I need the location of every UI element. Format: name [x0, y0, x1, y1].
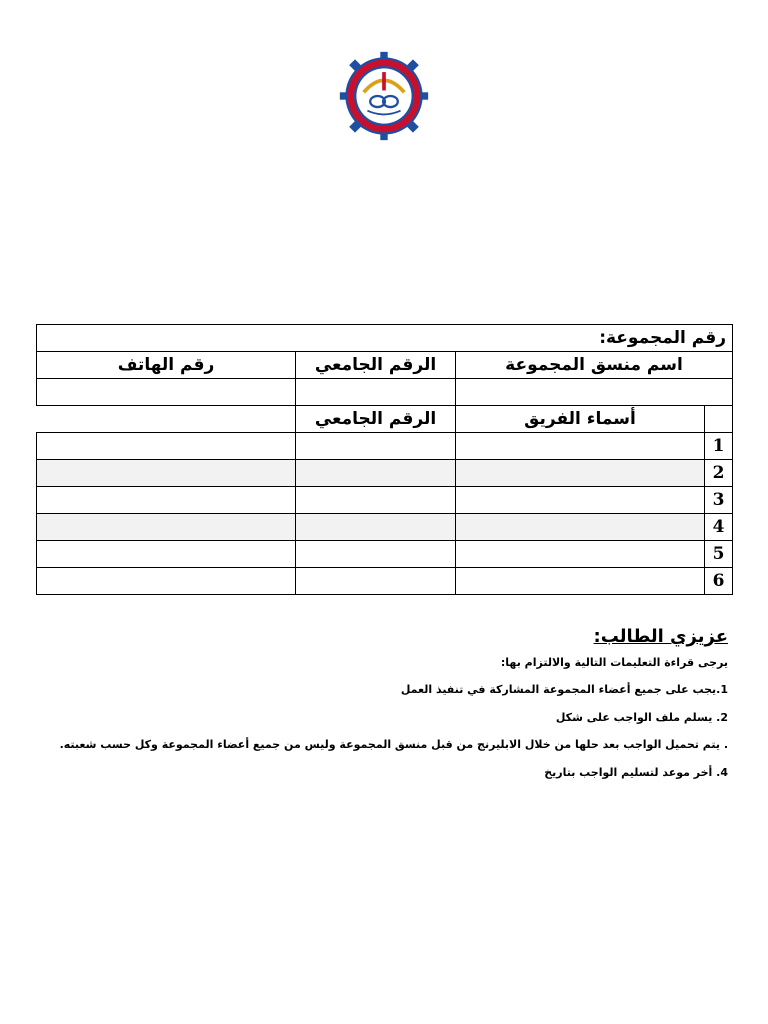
- team-row-number: 1: [705, 433, 733, 460]
- team-row-empty: [37, 514, 296, 541]
- coordinator-header-row: [37, 352, 733, 379]
- team-number-header: [705, 406, 733, 433]
- phone-header: رقم الهاتف: [37, 352, 296, 379]
- team-row: [37, 514, 733, 541]
- university-logo: [338, 50, 430, 142]
- team-row-empty: [37, 487, 296, 514]
- coordinator-input-row: [37, 379, 733, 406]
- team-member-id-cell[interactable]: [296, 541, 456, 568]
- group-number-label[interactable]: رقم المجموعة:: [37, 325, 733, 352]
- team-member-id-cell[interactable]: [296, 514, 456, 541]
- team-row: [37, 487, 733, 514]
- team-names-header: أسماء الفريق: [456, 406, 705, 433]
- team-member-name-cell[interactable]: [456, 568, 705, 595]
- team-row: [37, 433, 733, 460]
- coordinator-university-id-cell[interactable]: [296, 379, 456, 406]
- instruction-item: 1.يجب على جميع أعضاء المجموعة المشاركة في تنفيذ العمل: [400, 683, 728, 696]
- team-row-number: 2: [705, 460, 733, 487]
- coordinator-phone-cell[interactable]: [37, 379, 296, 406]
- team-member-id-cell[interactable]: [296, 433, 456, 460]
- coordinator-university-id-header: الرقم الجامعي: [296, 352, 456, 379]
- instruction-item: . يتم تحميل الواجب بعد حلها من خلال الابليرنج من قبل منسق المجموعة وليس من جميع أعضاء المجموعة وكل حسب شعبته.: [59, 738, 728, 751]
- team-row: [37, 541, 733, 568]
- coordinator-name-cell[interactable]: [456, 379, 733, 406]
- group-form-table: [36, 324, 733, 595]
- team-row-number: 5: [705, 541, 733, 568]
- team-member-name-cell[interactable]: [456, 487, 705, 514]
- team-member-id-cell[interactable]: [296, 568, 456, 595]
- group-number-row: [37, 325, 733, 352]
- team-member-name-cell[interactable]: [456, 541, 705, 568]
- team-row-number: 4: [705, 514, 733, 541]
- greeting: عزيزي الطالب:: [593, 626, 728, 647]
- instruction-item: 4. أخر موعد لتسليم الواجب بتاريخ: [544, 766, 728, 779]
- team-row-empty: [37, 541, 296, 568]
- team-member-name-cell[interactable]: [456, 433, 705, 460]
- instructions-section: [59, 626, 728, 779]
- team-row-empty: [37, 568, 296, 595]
- team-university-id-header: الرقم الجامعي: [296, 406, 456, 433]
- instruction-item: 2. يسلم ملف الواجب على شكل: [555, 711, 728, 724]
- team-member-id-cell[interactable]: [296, 487, 456, 514]
- team-member-name-cell[interactable]: [456, 514, 705, 541]
- team-header-blank: [37, 406, 296, 433]
- coordinator-name-header: اسم منسق المجموعة: [456, 352, 733, 379]
- team-member-id-cell[interactable]: [296, 460, 456, 487]
- team-row: [37, 568, 733, 595]
- team-row-number: 6: [705, 568, 733, 595]
- instructions-intro: يرجى قراءة التعليمات التالية والالتزام بها:: [500, 656, 728, 669]
- team-row: [37, 460, 733, 487]
- team-row-empty: [37, 433, 296, 460]
- team-member-name-cell[interactable]: [456, 460, 705, 487]
- team-row-empty: [37, 460, 296, 487]
- team-header-row: [37, 406, 733, 433]
- team-row-number: 3: [705, 487, 733, 514]
